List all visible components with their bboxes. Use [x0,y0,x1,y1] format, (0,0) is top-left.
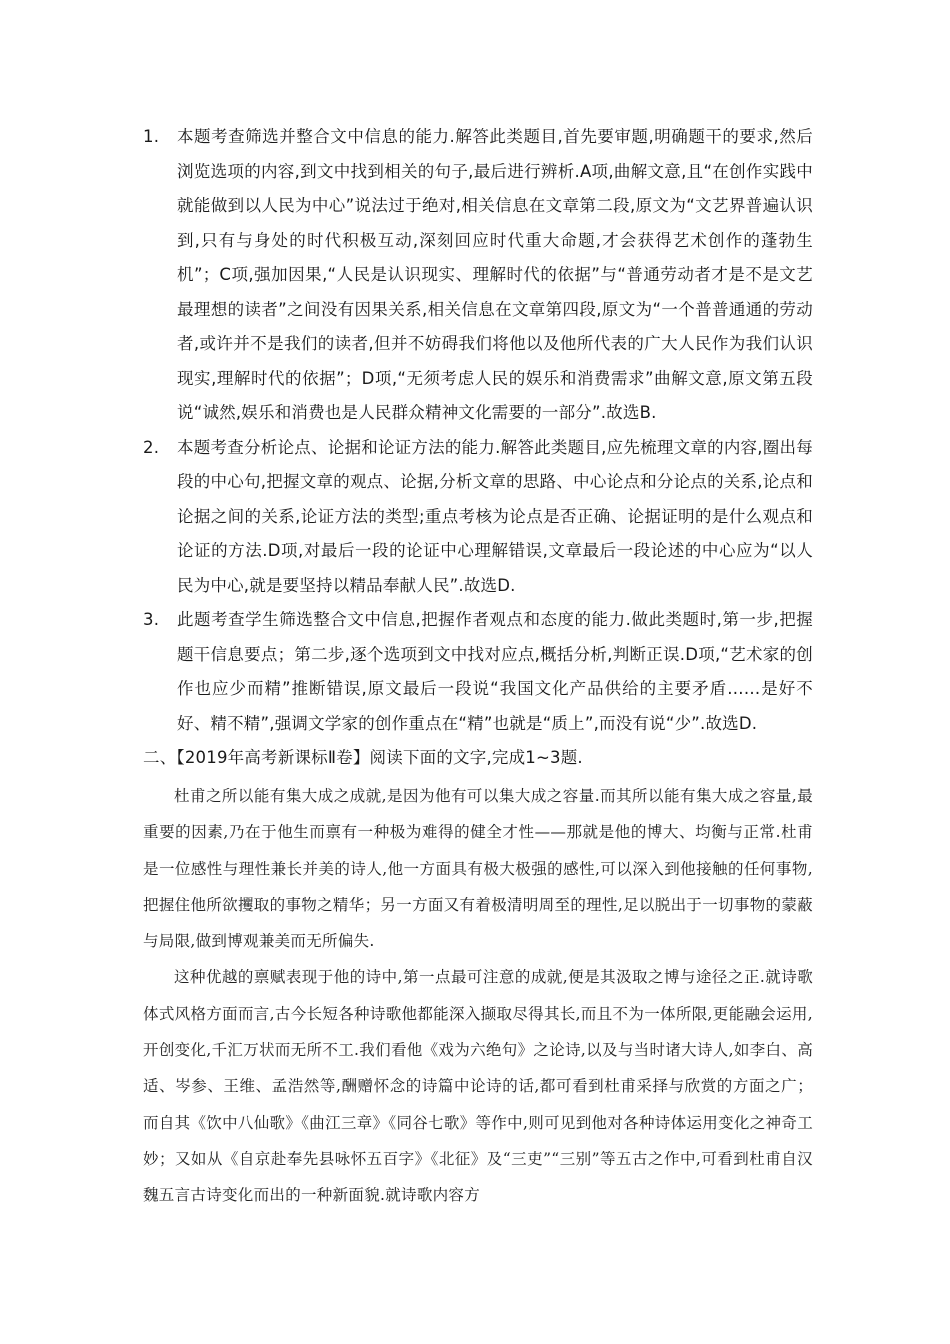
answer-explanations [143,120,813,776]
answer-number: 1. [143,127,160,146]
section-heading: 二、【2019年高考新课标Ⅱ卷】阅读下面的文字,完成1~3题. [143,748,583,767]
answer-text: 本题考查筛选并整合文中信息的能力.解答此类题目,首先要审题,明确题干的要求,然后浏览选项的内容,到文中找到相关的句子,最后进行辨析.A项,曲解文意,且“在创作实践中就能做到以人民为中心”说法过于绝对,相关信息在文章第二段,原文为“文艺界普遍认识到,只有与身处的时代积极互动,深刻回应时代重大命题,才会获得艺术创作的蓬勃生机”；C项,强加因果,“人民是认识现实、理解时代的依据”与“普通劳动者才是不是文艺最理想的读者”之间没有因果关系,相关信息在文章第四段,原文为“一个普普通通的劳动者,或许并不是我们的读者,但并不妨碍我们将他以及他所代表的广大人民作为我们认识现实,理解时代的依据”；D项,“无须考虑人民的娱乐和消费需求”曲解文意,原文第五段说“诚然,娱乐和消费也是人民群众精神文化需要的一部分”.故选B. [177,127,813,422]
answer-item-3 [143,603,813,741]
answer-text: 此题考查学生筛选整合文中信息,把握作者观点和态度的能力.做此类题时,第一步,把握题干信息要点；第二步,逐个选项到文中找对应点,概括分析,判断正误.D项,“艺术家的创作也应少而精”推断错误,原文最后一段说“我国文化产品供给的主要矛盾……是好不好、精不精”,强调文学家的创作重点在“精”也就是“质上”,而没有说“少”.故选D. [177,610,813,733]
answer-item-1 [143,120,813,431]
passage-paragraph-2: 这种优越的禀赋表现于他的诗中,第一点最可注意的成就,便是其汲取之博与途径之正.就诗歌体式风格方面而言,古今长短各种诗歌他都能深入撷取尽得其长,而且不为一体所限,更能融会运用,开创变化,千汇万状而无所不工.我们看他《戏为六绝句》之论诗,以及与当时诸大诗人,如李白、高适、岑参、王维、孟浩然等,酬赠怀念的诗篇中论诗的话,都可看到杜甫采择与欣赏的方面之广；而自其《饮中八仙歌》《曲江三章》《同谷七歌》等作中,则可见到他对各种诗体运用变化之神奇工妙；又如从《自京赴奉先县咏怀五百字》《北征》及“三吏”“三别”等五古之作中,可看到杜甫自汉魏五言古诗变化而出的一种新面貌.就诗歌内容方 [143,968,813,1205]
answer-item-2 [143,431,813,604]
reading-passage [143,778,813,1214]
answer-text: 本题考查分析论点、论据和论证方法的能力.解答此类题目,应先梳理文章的内容,圈出每段的中心句,把握文章的观点、论据,分析文章的思路、中心论点和分论点的关系,论点和论据之间的关系,论证方法的类型;重点考核为论点是否正确、论据证明的是什么观点和论证的方法.D项,对最后一段的论证中心理解错误,文章最后一段论述的中心应为“以人民为中心,就是要坚持以精品奉献人民”.故选D. [177,437,813,595]
answer-number: 3. [143,610,160,629]
passage-paragraph-1: 杜甫之所以能有集大成之成就,是因为他有可以集大成之容量.而其所以能有集大成之容量,最重要的因素,乃在于他生而禀有一种极为难得的健全才性——那就是他的博大、均衡与正常.杜甫是一位感性与理性兼长并美的诗人,他一方面具有极大极强的感性,可以深入到他接触的任何事物,把握住他所欲攫取的事物之精华；另一方面又有着极清明周至的理性,足以脱出于一切事物的蒙蔽与局限,做到博观兼美而无所偏失. [143,787,813,951]
answer-number: 2. [143,437,160,457]
